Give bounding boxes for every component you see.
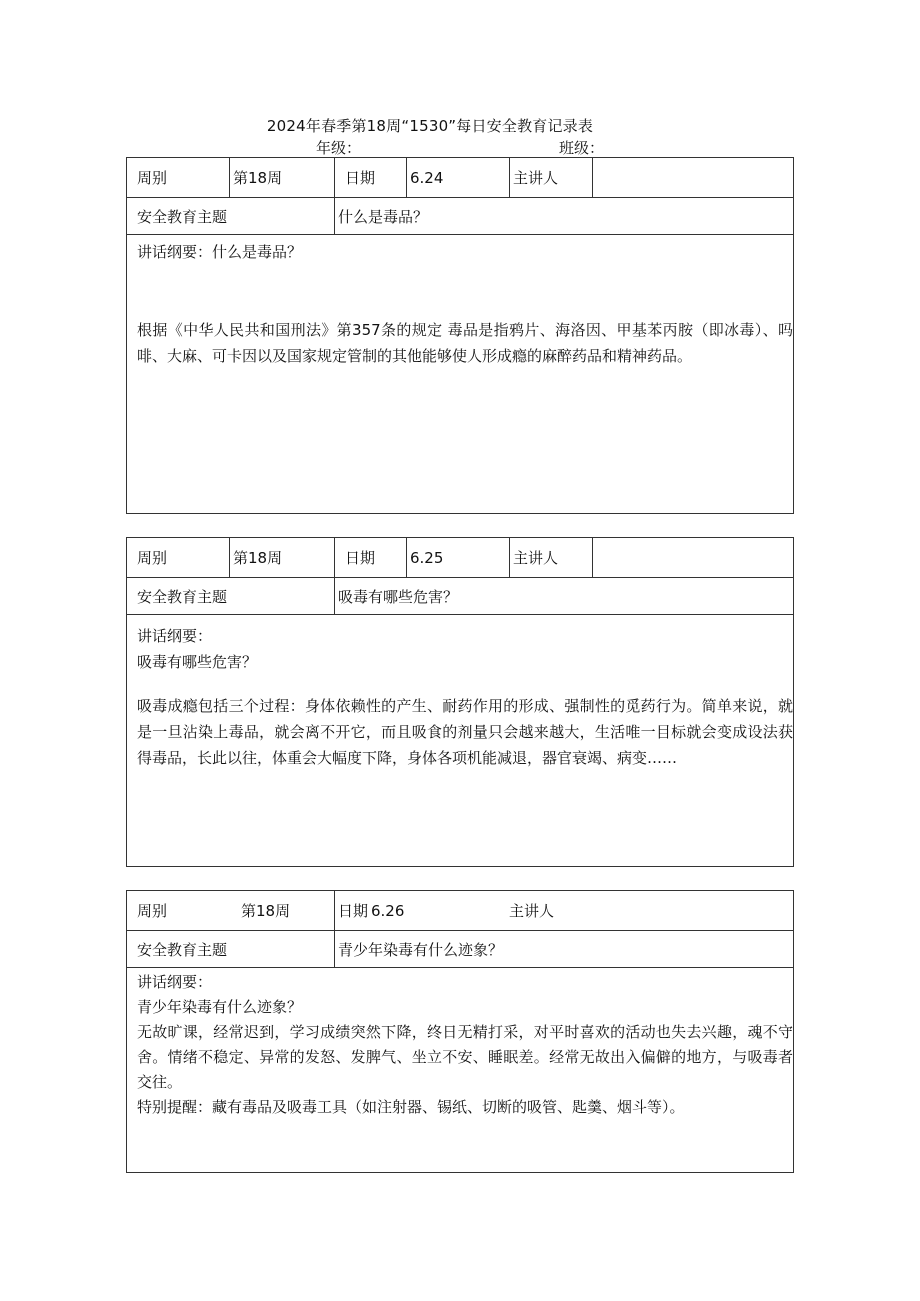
spacer xyxy=(137,675,793,693)
speaker-label: 主讲人 xyxy=(509,158,592,197)
topic-value: 什么是毒品？ xyxy=(334,198,793,234)
record-info-row xyxy=(127,891,793,931)
topic-value: 青少年染毒有什么迹象？ xyxy=(334,931,793,967)
record-topic-row xyxy=(127,578,793,615)
record-topic-row xyxy=(127,198,793,235)
grade-label: 年级： xyxy=(316,139,362,157)
outline-paragraph: 吸毒成瘾包括三个过程：身体依赖性的产生、耐药作用的形成、强制性的觅药行为。简单来说，就是一旦沾染上毒品，就会离不开它，而且吸食的剂量只会越来越大，生活唯一目标就会变成设法获得毒品，长此以往，体重会大幅度下降，身体各项机能减退，器官衰竭、病变…… xyxy=(137,697,793,767)
outline-question: 吸毒有哪些危害？ xyxy=(137,653,258,671)
record-outline xyxy=(127,615,793,771)
week-value: 第18周 xyxy=(229,538,334,577)
outline-label: 讲话纲要：什么是毒品？ xyxy=(137,243,303,261)
speaker-value xyxy=(592,538,793,577)
topic-label: 安全教育主题 xyxy=(137,940,228,959)
record-card-2 xyxy=(126,537,794,867)
speaker-value xyxy=(592,158,793,197)
class-label: 班级： xyxy=(559,139,605,157)
date-value: 6.25 xyxy=(406,538,509,577)
outline-paragraph: 根据《中华人民共和国刑法》第357条的规定 毒品是指鸦片、海洛因、甲基苯丙胺（即冰毒）、吗啡、大麻、可卡因以及国家规定管制的其他能够使人形成瘾的麻醉药品和精神药品。 xyxy=(137,321,793,365)
date-label: 日期 xyxy=(334,158,406,197)
record-card-3 xyxy=(126,890,794,1173)
speaker-label: 主讲人 xyxy=(509,902,555,920)
record-topic-row xyxy=(127,931,793,968)
speaker-value xyxy=(592,891,793,930)
date-label: 日期 xyxy=(334,538,406,577)
grade-class-line xyxy=(316,137,604,158)
record-outline xyxy=(127,968,793,1120)
grade-blank xyxy=(363,143,557,158)
record-info-row xyxy=(127,158,793,198)
outline-question: 青少年染毒有什么迹象？ xyxy=(137,998,303,1016)
date-label: 日期 xyxy=(334,891,374,930)
speaker-label: 主讲人 xyxy=(509,538,592,577)
page-title: 2024年春季第18周“1530”每日安全教育记录表 xyxy=(266,117,594,135)
outline-label: 讲话纲要： xyxy=(137,627,213,645)
record-outline xyxy=(127,235,793,369)
outline-reminder: 特别提醒：藏有毒品及吸毒工具（如注射器、锡纸、切断的吸管、匙羹、烟斗等）。 xyxy=(137,1098,685,1116)
topic-label: 安全教育主题 xyxy=(137,587,228,606)
record-card-1 xyxy=(126,157,794,514)
week-label: 周别 xyxy=(137,902,168,920)
week-label: 周别 xyxy=(137,169,168,187)
date-value: 6.24 xyxy=(406,158,509,197)
date-value: 6.26 xyxy=(371,901,405,920)
topic-label: 安全教育主题 xyxy=(137,207,228,226)
spacer xyxy=(137,265,793,317)
week-value: 第18周 xyxy=(229,158,334,197)
outline-paragraph: 无故旷课，经常迟到，学习成绩突然下降，终日无精打采，对平时喜欢的活动也失去兴趣，魂不守舍。情绪不稳定、异常的发怒、发脾气、坐立不安、睡眠差。经常无故出入偏僻的地方，与吸毒者交往。 xyxy=(137,1023,793,1091)
week-value: 第18周 xyxy=(241,902,291,920)
outline-label: 讲话纲要： xyxy=(137,973,213,991)
record-info-row xyxy=(127,538,793,578)
week-label: 周别 xyxy=(137,549,168,567)
topic-value: 吸毒有哪些危害？ xyxy=(334,578,793,614)
